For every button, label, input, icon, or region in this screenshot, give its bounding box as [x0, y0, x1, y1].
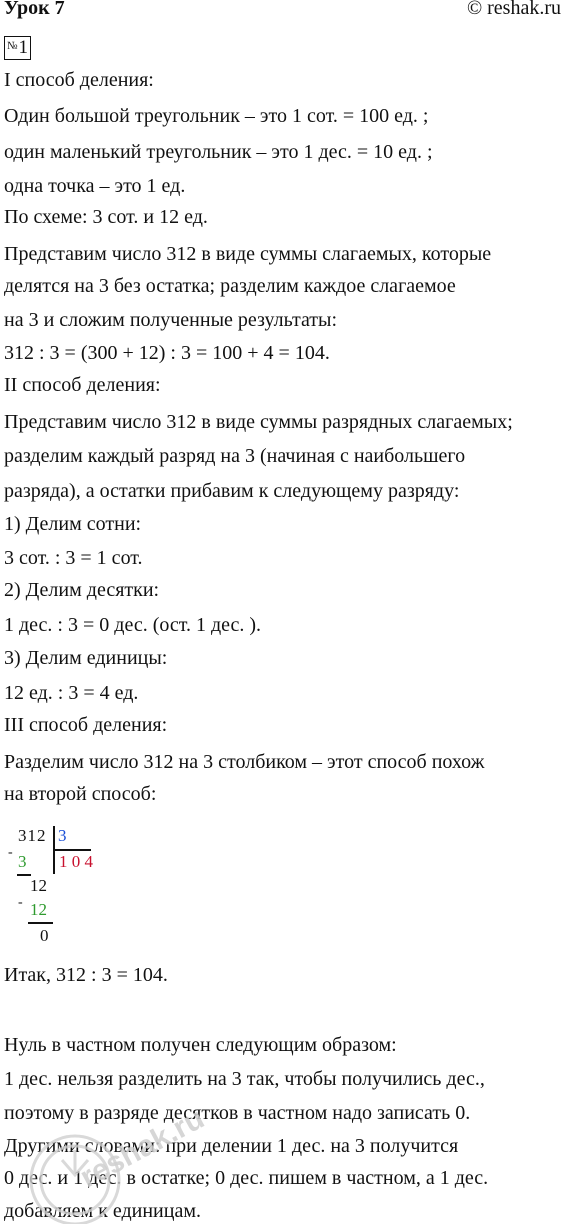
site-copyright: © reshak.ru	[466, 0, 561, 19]
text-line: 2) Делим десятки:	[4, 579, 160, 601]
dividend: 312	[18, 826, 47, 845]
minus-sign: -	[18, 895, 23, 910]
text-line: 1 дес. нельзя разделить на 3 так, чтобы получились дес.,	[4, 1068, 485, 1090]
text-line: на второй способ:	[4, 783, 157, 805]
text-line: I способ деления:	[4, 69, 154, 91]
remainder-2: 0	[40, 926, 49, 945]
subtrahend-2: 12	[30, 900, 47, 919]
watermark-text: reshak.ru	[74, 1101, 210, 1195]
text-line: добавляем к единицам.	[4, 1200, 201, 1222]
text-line: 3 сот. : 3 = 1 сот.	[4, 547, 143, 569]
text-line: 0 дес. и 1 дес. в остатке; 0 дес. пишем в частном, а 1 дес.	[4, 1167, 489, 1189]
text-line: 1 дес. : 3 = 0 дес. (ост. 1 дес. ).	[4, 614, 262, 636]
text-line: Итак, 312 : 3 = 104.	[4, 964, 168, 986]
task-number: 1	[18, 37, 28, 58]
remainder-1: 12	[30, 876, 47, 895]
number-sign: №	[7, 40, 18, 52]
task-number-badge	[4, 36, 31, 60]
text-line: 1) Делим сотни:	[4, 513, 142, 535]
subtrahend-1: 3	[18, 852, 27, 871]
text-line: По схеме: 3 сот. и 12 ед.	[4, 206, 208, 228]
text-line: 3) Делим единицы:	[4, 647, 168, 669]
text-line: разряда), а остатки прибавим к следующему разряду:	[4, 480, 460, 502]
text-line: III способ деления:	[4, 714, 168, 736]
text-line: 12 ед. : 3 = 4 ед.	[4, 682, 139, 704]
text-line: Разделим число 312 на 3 столбиком – этот способ похож	[4, 751, 485, 773]
text-line: разделим каждый разряд на 3 (начиная с наибольшего	[4, 445, 466, 467]
divisor-underline	[54, 849, 91, 851]
text-line: Другими словами: при делении 1 дес. на 3 получится	[4, 1135, 459, 1157]
minus-sign: -	[8, 845, 13, 860]
text-line: Один большой треугольник – это 1 сот. = 100 ед. ;	[4, 105, 429, 127]
subtraction-line-1	[17, 874, 31, 876]
text-line: II способ деления:	[4, 374, 161, 396]
text-line: одна точка – это 1 ед.	[4, 175, 186, 197]
text-line: Представим число 312 в виде суммы разрядных слагаемых;	[4, 411, 513, 433]
divisor: 3	[58, 826, 67, 845]
text-line: делятся на 3 без остатка; разделим каждое слагаемое	[4, 275, 456, 297]
text-line: Представим число 312 в виде суммы слагаемых, которые	[4, 243, 492, 265]
text-line: на 3 и сложим полученные результаты:	[4, 309, 338, 331]
text-line: поэтому в разряде десятков в частном надо записать 0.	[4, 1102, 471, 1124]
text-line: Нуль в частном получен следующим образом:	[4, 1034, 397, 1056]
text-line: 312 : 3 = (300 + 12) : 3 = 100 + 4 = 104.	[4, 342, 330, 364]
lesson-title: Урок 7	[4, 0, 65, 19]
quotient: 1 0 4	[59, 852, 93, 871]
subtraction-line-2	[28, 922, 53, 924]
text-line: один маленький треугольник – это 1 дес. = 10 ед. ;	[4, 141, 433, 163]
